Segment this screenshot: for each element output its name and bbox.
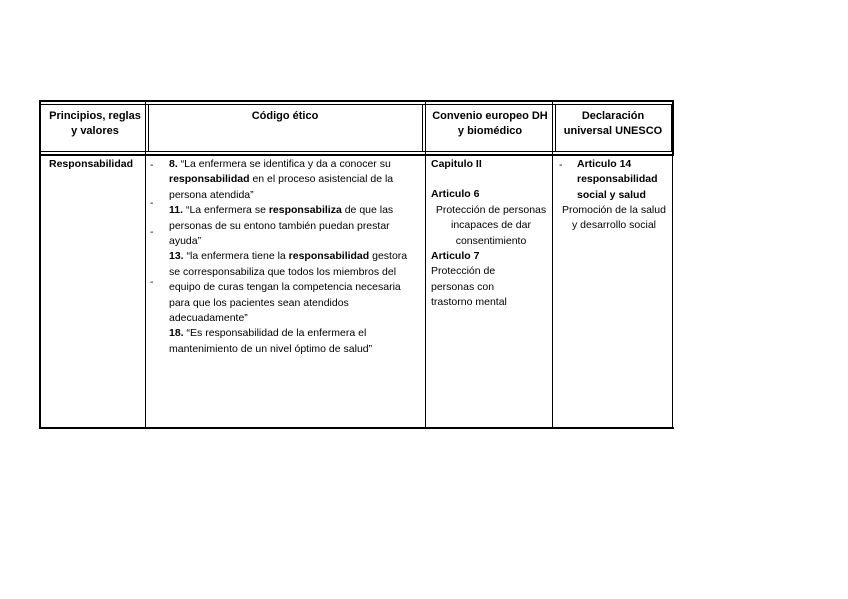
bullet-dash: - [559, 159, 563, 171]
convenio-chapter: Capitulo II [431, 158, 482, 170]
header-convenio: Convenio europeo DH y biomédico [432, 110, 548, 137]
col-sep-2 [425, 100, 426, 429]
convenio-art7-title: Articulo 7 [431, 250, 480, 263]
code-item-13: 13. “la enfermera tiene la responsabilidad gestora se corresponsabiliza que todos los miembros del equipo de curas tengan la competencia necesaria para que los pacientes sean atendidos adecuadamente” [169, 250, 408, 325]
code-ethic-text [169, 157, 421, 357]
code-item-8: 8. “La enfermera se identifica y da a conocer su responsabilidad en el proceso asistencial de la persona atendida” [169, 158, 394, 201]
table-border-top-inner [39, 104, 674, 105]
bullet-dash: - [150, 226, 154, 238]
unesco-art14-text: Promoción de la salud y desarrollo social [562, 204, 666, 232]
col-sep-3 [552, 100, 553, 429]
table-border-right-body [672, 155, 673, 429]
col-sep-2-double [422, 104, 423, 152]
col-sep-3-double [555, 104, 556, 152]
convenio-cell [431, 157, 551, 311]
header-divider-inner [39, 154, 674, 156]
header-principles: Principios, reglas y valores [49, 110, 141, 137]
col-sep-4-double [671, 104, 672, 152]
table-border-right-header [672, 100, 674, 155]
code-item-11: 11. “La enfermera se responsabiliza de que las personas de su entono también puedan prestar ayuda” [169, 204, 394, 248]
unesco-art14-title: Articulo 14 responsabilidad social y salud [577, 158, 658, 201]
table-border-bottom [39, 427, 674, 429]
header-unesco: Declaración universal UNESCO [563, 110, 663, 137]
bullet-dash: - [150, 159, 154, 171]
table-border-left [39, 100, 41, 429]
col-sep-1 [145, 100, 146, 429]
ethics-table [39, 100, 674, 429]
header-code: Código ético [251, 110, 319, 122]
table-border-top [39, 100, 674, 102]
code-item-18: 18. “Es responsabilidad de la enfermera el mantenimiento de un nivel óptimo de salud” [169, 327, 373, 355]
bullet-dash: - [150, 276, 154, 288]
header-divider [39, 151, 674, 152]
convenio-art6-text: Protección de personas incapaces de dar consentimiento [435, 203, 547, 247]
bullet-dash: - [150, 197, 154, 209]
convenio-art7-text: Protección de personas con trastorno mental [431, 265, 507, 309]
principle-responsabilidad: Responsabilidad [49, 158, 134, 170]
convenio-art6-title: Articulo 6 [431, 188, 480, 201]
